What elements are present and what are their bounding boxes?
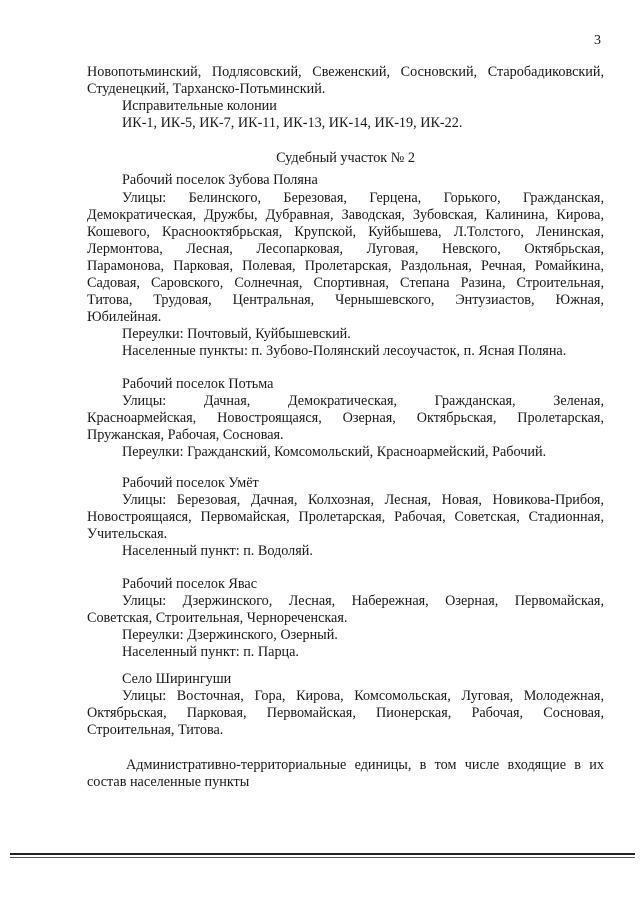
- text-line: Улицы: Белинского, Березовая, Герцена, Горького, Гражданская,: [122, 190, 604, 206]
- page-number: 3: [594, 33, 601, 48]
- text-line: Парамонова, Парковая, Полевая, Пролетарская, Раздольная, Речная, Ромайкина,: [87, 258, 604, 274]
- section-heading: Судебный участок № 2: [276, 150, 415, 166]
- text-line: состав населенные пункты: [87, 774, 250, 790]
- subsection-heading: Рабочий поселок Зубова Поляна: [122, 172, 318, 188]
- text-line: Садовая, Саровского, Солнечная, Спортивная, Степана Разина, Строительная,: [87, 275, 604, 291]
- text-line: Учительская.: [87, 526, 168, 542]
- bottom-rule: [10, 853, 635, 855]
- text-line: Населенный пункт: п. Водоляй.: [122, 543, 313, 559]
- text-line: Переулки: Почтовый, Куйбышевский.: [122, 326, 351, 342]
- text-line: Лермонтова, Лесная, Лесопарковая, Луговая, Невского, Октябрьская,: [87, 241, 604, 257]
- text-line: Советская, Строительная, Чернореченская.: [87, 610, 348, 626]
- subsection-heading: Рабочий поселок Потьма: [122, 376, 274, 392]
- text-line: Титова, Трудовая, Центральная, Чернышевского, Энтузиастов, Южная,: [87, 292, 604, 308]
- text-line: Пружанская, Рабочая, Сосновая.: [87, 427, 284, 443]
- text-line: Исправительные колонии: [122, 98, 277, 114]
- text-line: Переулки: Дзержинского, Озерный.: [122, 627, 338, 643]
- text-line: Населенные пункты: п. Зубово-Полянский лесоучасток, п. Ясная Поляна.: [122, 343, 567, 359]
- text-line: Улицы: Дачная, Демократическая, Гражданская, Зеленая,: [122, 393, 604, 409]
- text-line: ИК-1, ИК-5, ИК-7, ИК-11, ИК-13, ИК-14, ИК-19, ИК-22.: [122, 115, 463, 131]
- subsection-heading: Рабочий поселок Явас: [122, 576, 257, 592]
- text-line: Октябрьская, Парковая, Первомайская, Пионерская, Рабочая, Сосновая,: [87, 705, 604, 721]
- text-line: Улицы: Восточная, Гора, Кирова, Комсомольская, Луговая, Молодежная,: [122, 688, 604, 704]
- text-line: Административно-территориальные единицы, в том числе входящие в их: [126, 757, 604, 773]
- text-line: Демократическая, Дружбы, Дубравная, Заводская, Зубовская, Калинина, Кирова,: [87, 207, 604, 223]
- text-line: Улицы: Березовая, Дачная, Колхозная, Лесная, Новая, Новикова-Прибоя,: [122, 492, 604, 508]
- text-line: Строительная, Титова.: [87, 722, 224, 738]
- text-line: Студенецкий, Тарханско-Потьминский.: [87, 81, 326, 97]
- text-line: Кошевого, Краснооктябрьская, Крупской, Куйбышева, Л.Толстого, Ленинская,: [87, 224, 604, 240]
- subsection-heading: Рабочий поселок Умёт: [122, 475, 259, 491]
- text-line: Улицы: Дзержинского, Лесная, Набережная, Озерная, Первомайская,: [122, 593, 604, 609]
- text-line: Новостроящаяся, Первомайская, Пролетарская, Рабочая, Советская, Стадионная,: [87, 509, 604, 525]
- bottom-rule-thin: [10, 857, 635, 858]
- text-line: Населенный пункт: п. Парца.: [122, 644, 299, 660]
- text-line: Новопотьминский, Подлясовский, Свеженский, Сосновский, Старобадиковский,: [87, 64, 604, 80]
- text-line: Юбилейная.: [87, 309, 162, 325]
- text-line: Переулки: Гражданский, Комсомольский, Красноармейский, Рабочий.: [122, 444, 547, 460]
- subsection-heading: Село Ширингуши: [122, 671, 232, 687]
- text-line: Красноармейская, Новостроящаяся, Озерная, Октябрьская, Пролетарская,: [87, 410, 604, 426]
